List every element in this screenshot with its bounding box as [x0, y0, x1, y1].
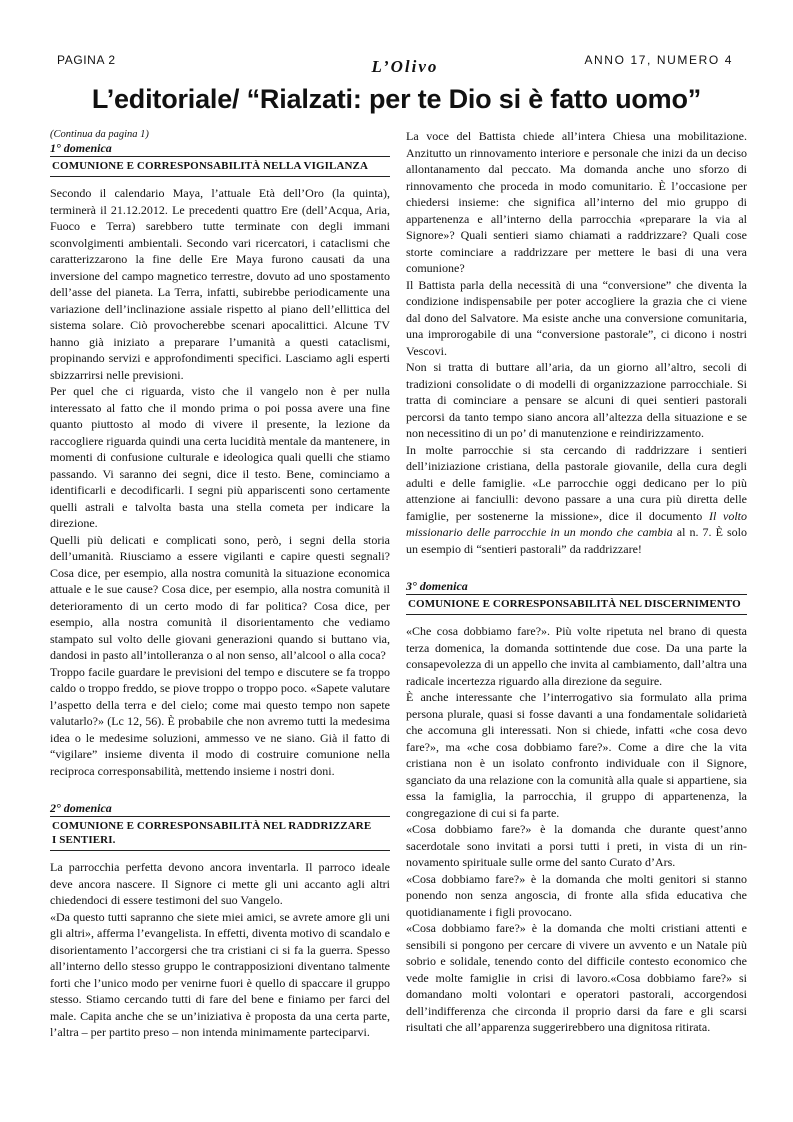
sunday-2-continued-paragraph: Non si tratta di buttare all’aria, da un giorno all’altro, secoli di tradizioni consolidate o di modelli di organizzazione parrocchiale. Si tratta di cominciare a pensare se alcuni di quei sentieri pastorali percorsi da tanto tempo siano ancora all’altezza della situazione e se non necessitino di un po’ di manutenzione e reindirizzamento. — [406, 360, 747, 440]
sunday-3-paragraph: «Cosa dobbiamo fare?» è la domanda che molti genitori si stanno ponendo non senza angoscia, di fronte alla sfida educativa che quotidianamente i figli provocano. — [406, 871, 747, 919]
sunday-2-heading-line-1: COMUNIONE E CORRESPONSABILITÀ NEL RADDRIZZARE — [52, 820, 372, 832]
sunday-1-label: 1° domenica — [50, 141, 112, 155]
sunday-2-heading — [50, 816, 390, 851]
masthead-title: L’Olivo — [371, 57, 439, 76]
section-spacer — [50, 779, 390, 801]
sunday-3-paragraph: È anche interessante che l’interrogativo sia formulato alla prima persona plurale, quasi si fosse davanti a una fondamentale solidarietà che accomuna gli interessati. Non si chiede, infatti «che cosa devo fare?», ma «che cosa dobbiamo fare?». Come a dire che la vita cristiana non è un isolato confronto individuale con il Signore, sganciato da una relazione con la comunità alla quale si appartiene, sia essa la famiglia, la parrocchia, il gruppo di appartenenza, la congregazione di cui si fa parte. — [406, 690, 747, 820]
article-headline: L’editoriale/ “Rialzati: per te Dio si è fatto uomo” — [91, 84, 702, 114]
sunday-1-paragraph: Troppo facile guardare le previsioni del tempo e discutere se fa troppo caldo o troppo freddo, se piove troppo o troppo poco. «Sapete valutare l’aspetto della terra e del cielo; come mai questo tempo non sapete valutarlo?» (Lc 12, 56). È probabile che non avremo tutti la medesima idea o le medesime soluzioni, ammesso ve ne siano. Già il fatto di “vigilare” insieme diventa il modo di costruire comunione nella reciproca corresponsabilità, mettendo insieme i nostri doni. — [50, 664, 390, 778]
left-column — [50, 128, 390, 1041]
paragraph-text: al n. 7. È solo un esempio di “sentieri pastorali” da raddrizzare! — [406, 525, 748, 556]
section-spacer — [406, 557, 747, 579]
sunday-2-heading-line-2: I SENTIERI. — [52, 834, 116, 846]
page-number-label: PAGINA 2 — [57, 53, 116, 67]
issue-label: ANNO 17, NUMERO 4 — [584, 53, 733, 67]
sunday-1-paragraph: Secondo il calendario Maya, l’attuale Età dell’Oro (la quinta), terminerà il 21.12.2012. Le precedenti quattro Ere (dell’Acqua, Aria, Fuoco e Terra) sarebbero tutte terminate con degli immani sconvolgimenti ambientali. Secondo vari ricercatori, i cataclismi che caratterizzarono la fine delle Ere Maya furono causati da una inversione del campo magnetico terrestre, dovuto ad uno spostamento dell’asse del pianeta. La Terra, infatti, subirebbe periodicamente una variazione dell’inclinazione assiale rispetto al piano dell’ellittica del sistema solare. Ciò provocherebbe scenari apocalittici. Alcune TV hanno già iniziato a preparare l’umanità a questi cataclismi, propinando servizi e approfondimenti specifici. Lasciamo agli esperti sbizzarrirsi nelle previsioni. — [50, 186, 390, 382]
sunday-1-heading: COMUNIONE E CORRESPONSABILITÀ NELLA VIGILANZA — [50, 156, 390, 177]
right-column — [406, 128, 747, 1036]
sunday-3-heading: COMUNIONE E CORRESPONSABILITÀ NEL DISCERNIMENTO — [406, 594, 747, 615]
sunday-2-continued-paragraph: Il Battista parla della necessità di una “conversione” che diventa la condizione indispensabile per poter accogliere la grazia che ci viene dal dono del Salvatore. Ma esiste anche una conversione comunitaria, una improrogabile di una “conversione pastorale”, ci dicono i nostri Vescovi. — [406, 277, 747, 358]
sunday-2-paragraph: La parrocchia perfetta devono ancora inventarla. Il parroco ideale deve ancora nascere. Il Signore ci mette gli uni accanto agli altri chiedendoci di essere testimoni del suo Vangelo. — [50, 860, 390, 907]
sunday-2-continued-paragraph: La voce del Battista chiede all’intera Chiesa una mobilitazione. Anzitutto un rinnovamento interiore e personale che inizi da un deciso allontanamento dal peccato. Ma domanda anche uno sforzo di rinnovamento che proceda in modo comunitario. È l’occasione per chiedersi insieme: che significa all’interno del mio gruppo di appartenenza e all’interno della parrocchia «preparare la via al Signore»? Quali sentieri siamo chiamati a raddrizzare? Quali cose storte cominciare a raddrizzare per mettere le basi di una vera comunione? — [406, 129, 747, 275]
sunday-2-continued-paragraph — [406, 442, 747, 558]
continuation-note: (Continua da pagina 1) — [50, 129, 149, 140]
sunday-1-paragraph: Per quel che ci riguarda, visto che il vangelo non è per nulla interessato al fatto che il mondo prima o poi possa avere una fine quanto piuttosto al modo di vivere il presente, la lezione da raccogliere riguarda quindi una certa lucidità mentale da mantenere, in momenti di confusione culturale e ideologica quali quelli che stiamo passando. Vi saranno dei segni, dice il testo. Bene, cominciamo a identificarli e decodificarli. I segni più appariscenti sono certamente quelli astrali e talvolta basta una stella cometa per indicare la direzione. — [50, 384, 390, 530]
sunday-1-paragraph: Quelli più delicati e complicati sono, però, i segni della storia dell’umanità. Riusciamo a essere vigilanti e capire questi segnali? Cosa dice, per esempio, alla nostra comunità la situazione economica attuale e le sue cause? Cosa dice, per esempio, alla nostra comunità il deterioramento di un certo modo di far politica? Cosa dice, per esempio, alla nostra comunità il disorientamento che vediamo stampato sul volto delle giovani generazioni quando si buttano via, dandosi in pasto all’intolleranza o al non senso, all’alcool o alla coca? — [50, 532, 390, 662]
sunday-3-label: 3° domenica — [406, 579, 468, 593]
sunday-2-label: 2° domenica — [50, 801, 112, 815]
document-title: Il volto missionario delle parrocchie in un mondo che cambia — [406, 508, 747, 539]
sunday-3-paragraph: «Che cosa dobbiamo fare?». Più volte ripetuta nel brano di questa terza domenica, la domanda sottintende due cose. Da una parte la consapevolezza di un appello che invita al cambiamento, dall’altra una radicale incertezza riguardo alla direzione da seguire. — [406, 624, 747, 688]
sunday-3-paragraph: «Cosa dobbiamo fare?» è la domanda che molti cristiani attenti e sensibili si pongono per cercare di vivere un avvento e un Natale più sobrio e solidale, tenendo conto del difficile contesto economico che vede molte famiglie in crisi di lavoro.«Cosa dobbiamo fare?» si domandano molti volontari e operatori pastorali, accorgendosi dell’indifferenza che circonda il proprio darsi da fare e gli scarsi risultati che all’apparenza suggerirebbero una dignitosa ritirata. — [406, 921, 747, 1034]
paragraph-text: In molte parrocchie si sta cercando di raddrizzare i sentieri dell’iniziazione cristiana, della pastorale giovanile, della cura degli adulti e delle famiglie. «Le parrocchie oggi dedicano per lo più attenzione ai fanciulli: devono passare a una cura più diretta delle famiglie, per sostenerne la missione», dice il documento — [406, 442, 747, 523]
sunday-2-paragraph: «Da questo tutti sapranno che siete miei amici, se avrete amore gli uni gli altri», afferma l’evangelista. In effetti, diventa motivo di scandalo e disorientamento l’accorgersi che tra cristiani ci si fa la guerra. Spesso all’interno dello stesso gruppo le contrapposizioni diventano talmente forti che l’unico modo per venirne fuori è quello di spaccare il gruppo stesso. Stiamo cercando tutti di fare del bene e finiamo per farci del male. Capita anche che se un’iniziativa è proposta da una certa parte, l’altra – per partito preso – non intenda minimamente parteciparvi. — [50, 909, 390, 1039]
sunday-3-paragraph: «Cosa dobbiamo fare?» è la domanda che durante quest’anno sacerdotale sono invitati a porsi tutti i preti, in vista di un rinnovamento spirituale sulle orme del santo Curato d’Ars. — [406, 822, 747, 869]
